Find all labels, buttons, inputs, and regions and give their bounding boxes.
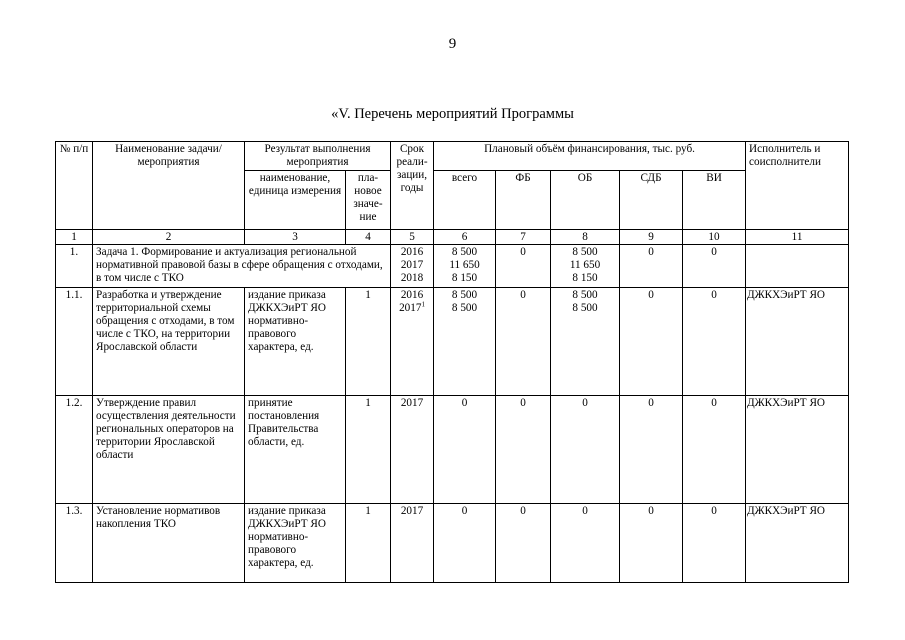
ob-value: 8 500	[572, 246, 598, 258]
years-cell	[391, 245, 434, 288]
executor: ДЖКХЭиРТ ЯО	[746, 288, 849, 396]
sdb-value: 0	[620, 396, 683, 504]
fb-value: 0	[496, 396, 551, 504]
header-row-1	[56, 142, 849, 171]
table-row	[56, 288, 849, 396]
header-result: Результат выполнения мероприятия	[245, 142, 391, 171]
executor: ДЖКХЭиРТ ЯО	[746, 396, 849, 504]
header-ob: ОБ	[551, 171, 620, 230]
total-value: 11 650	[449, 259, 480, 271]
total-value: 8 500	[451, 246, 478, 258]
fb-value: 0	[496, 288, 551, 396]
year-value: 2017	[391, 396, 434, 504]
header-name: Наименование задачи/мероприятия	[93, 142, 245, 230]
header-sdb: СДБ	[620, 171, 683, 230]
sdb-value: 0	[620, 504, 683, 583]
plan-value: 1	[346, 504, 391, 583]
document-title: «V. Перечень мероприятий Программы	[331, 106, 574, 122]
header-fb: ФБ	[496, 171, 551, 230]
column-number: 9	[620, 230, 683, 245]
column-number: 2	[93, 230, 245, 245]
total-value: 8 150	[451, 272, 478, 284]
vi-value: 0	[683, 245, 746, 288]
row-number: 1.2.	[56, 396, 93, 504]
year-value: 2016	[400, 246, 424, 258]
header-result-name: наименование, единица измерения	[245, 171, 346, 230]
fb-value: 0	[496, 245, 551, 288]
result-name: издание приказа ДЖКХЭиРТ ЯО нормативно-правового характера, ед.	[245, 504, 346, 583]
result-name: принятие постановления Правительства области, ед.	[245, 396, 346, 504]
page-number: 9	[448, 36, 457, 52]
total-value: 8 500	[451, 289, 478, 301]
total-value: 0	[434, 396, 496, 504]
header-num: № п/п	[56, 142, 93, 230]
total-cell	[434, 288, 496, 396]
executor	[746, 245, 849, 288]
year-value: 2016	[400, 289, 424, 301]
table-row	[56, 396, 849, 504]
executor: ДЖКХЭиРТ ЯО	[746, 504, 849, 583]
year-value-with-footnote	[394, 302, 430, 315]
vi-value: 0	[683, 288, 746, 396]
sdb-value: 0	[620, 245, 683, 288]
ob-value: 8 500	[572, 289, 598, 301]
total-value: 8 500	[451, 302, 478, 314]
row-number: 1.3.	[56, 504, 93, 583]
header-result-plan: пла-новое значе-ние	[346, 171, 391, 230]
column-number: 5	[391, 230, 434, 245]
column-number: 10	[683, 230, 746, 245]
fb-value: 0	[496, 504, 551, 583]
plan-value: 1	[346, 396, 391, 504]
ob-value: 11 650	[569, 259, 601, 271]
ob-cell	[551, 245, 620, 288]
year-value: 2017	[399, 302, 422, 314]
measure-name: Установление нормативов накопления ТКО	[93, 504, 245, 583]
footnote-mark: 1	[421, 300, 425, 309]
plan-value: 1	[346, 288, 391, 396]
year-value: 2017	[400, 259, 424, 271]
table-row	[56, 245, 849, 288]
ob-value: 0	[551, 396, 620, 504]
column-number-row	[56, 230, 849, 245]
program-measures-table	[55, 141, 849, 583]
column-number: 8	[551, 230, 620, 245]
total-cell	[434, 245, 496, 288]
row-number: 1.1.	[56, 288, 93, 396]
header-finance: Плановый объём финансирования, тыс. руб.	[434, 142, 746, 171]
ob-value: 8 500	[572, 302, 598, 314]
column-number: 4	[346, 230, 391, 245]
row-number: 1.	[56, 245, 93, 288]
measure-name: Разработка и утверждение территориальной схемы обращения с отходами, в том числе с ТКО, на территории Ярославской области	[93, 288, 245, 396]
total-value: 0	[434, 504, 496, 583]
column-number: 6	[434, 230, 496, 245]
ob-value: 8 150	[572, 272, 598, 284]
vi-value: 0	[683, 504, 746, 583]
header-term: Срок реали-зации, годы	[391, 142, 434, 230]
measure-name: Утверждение правил осуществления деятельности региональных операторов на территории Ярославской области	[93, 396, 245, 504]
column-number: 1	[56, 230, 93, 245]
task-name: Задача 1. Формирование и актуализация региональной нормативной правовой базы в сфере обращения с отходами, в том числе с ТКО	[93, 245, 391, 288]
header-executor: Исполнитель и соисполнители	[746, 142, 849, 230]
year-value: 2017	[391, 504, 434, 583]
sdb-value: 0	[620, 288, 683, 396]
header-vi: ВИ	[683, 171, 746, 230]
header-total: всего	[434, 171, 496, 230]
ob-value: 0	[551, 504, 620, 583]
result-name: издание приказа ДЖКХЭиРТ ЯО нормативно-правового характера, ед.	[245, 288, 346, 396]
years-cell	[391, 288, 434, 396]
vi-value: 0	[683, 396, 746, 504]
ob-cell	[551, 288, 620, 396]
column-number: 3	[245, 230, 346, 245]
column-number: 7	[496, 230, 551, 245]
table-row	[56, 504, 849, 583]
column-number: 11	[746, 230, 849, 245]
year-value: 2018	[400, 272, 424, 284]
